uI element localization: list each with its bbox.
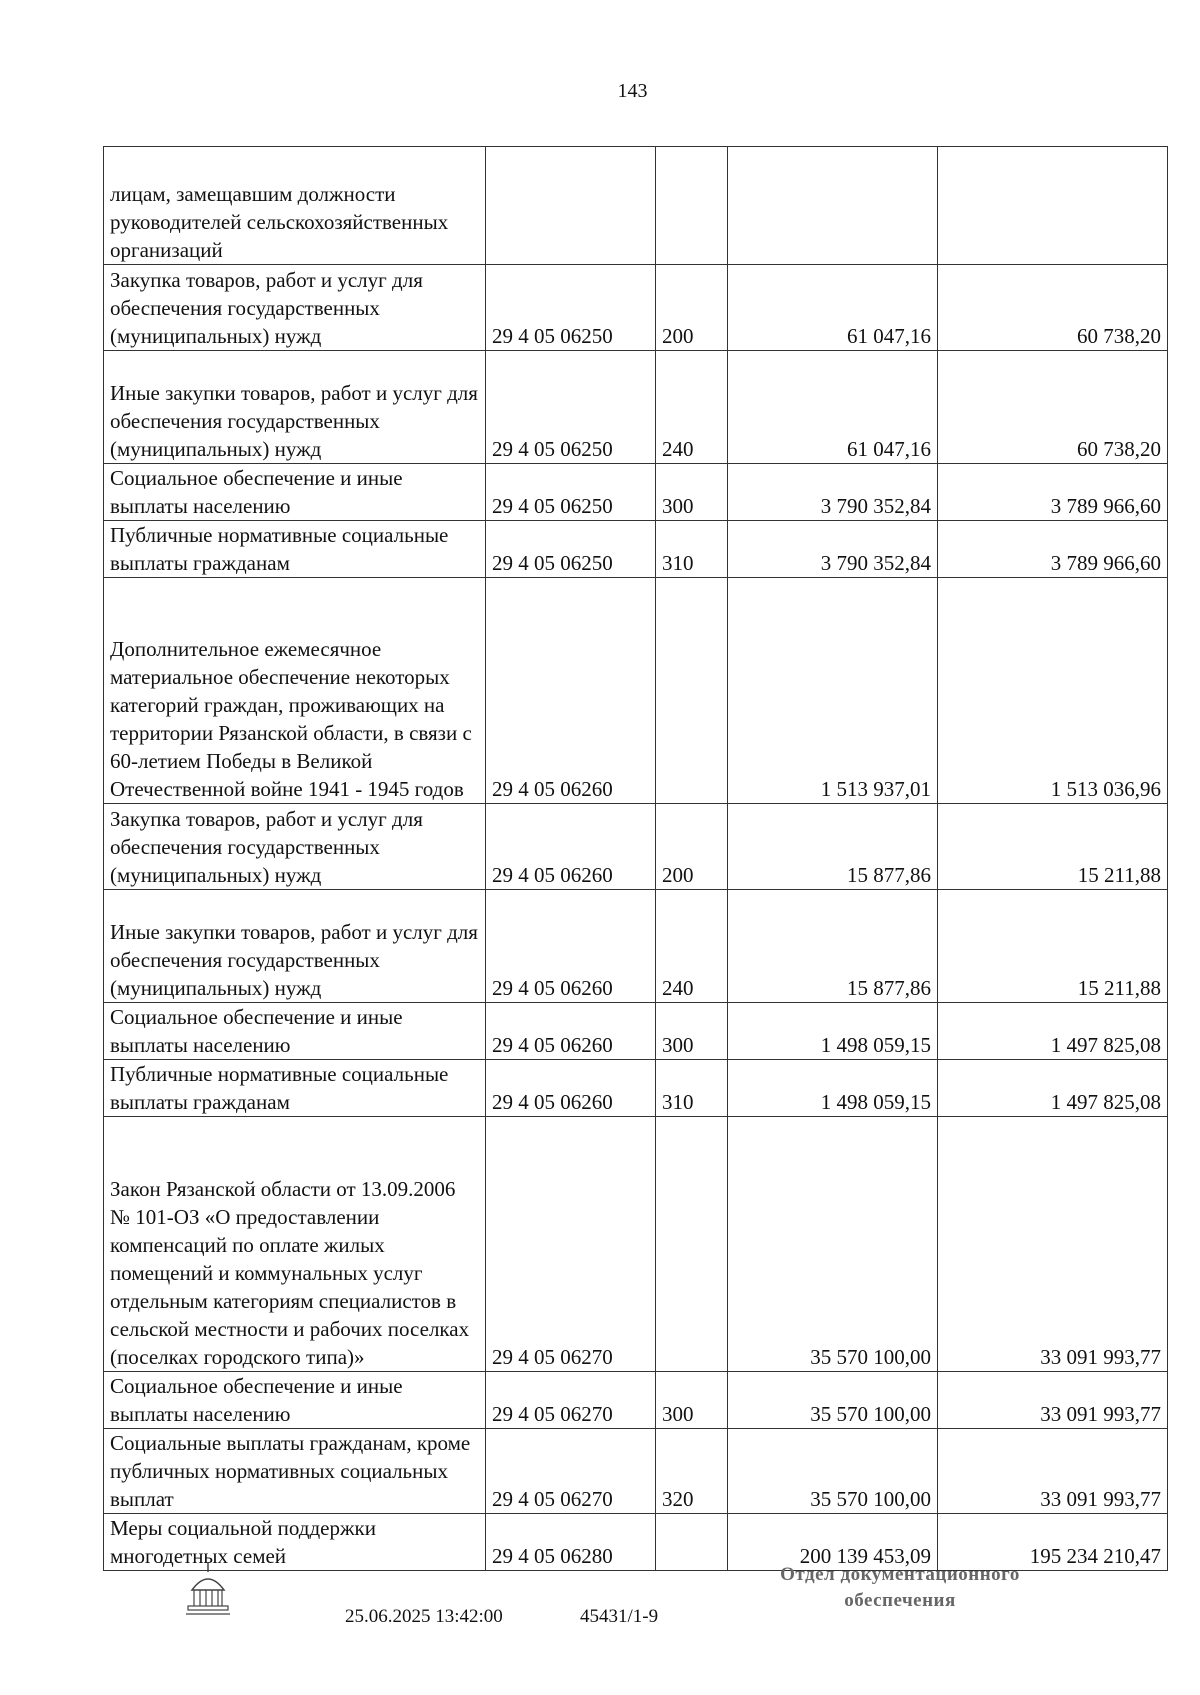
row-code-cell: 29 4 05 06260 xyxy=(486,804,656,890)
row-amount-executed-cell xyxy=(938,147,1168,265)
page-number: 143 xyxy=(617,80,648,102)
row-name-cell: Закупка товаров, работ и услуг для обеспечения государственных (муниципальных) нужд xyxy=(104,804,486,890)
row-amount-approved-cell: 61 047,16 xyxy=(728,265,938,351)
row-expense-type-cell: 300 xyxy=(656,1372,728,1429)
row-name-cell: Меры социальной поддержки многодетных семей xyxy=(104,1514,486,1571)
row-expense-type-cell: 310 xyxy=(656,1060,728,1117)
table-row xyxy=(104,804,1168,890)
row-name-cell: Дополнительное ежемесячное материальное обеспечение некоторых категорий граждан, проживающих на территории Рязанской области, в связи с 60-летием Победы в Великой Отечественной войне 1941 - 1945 годов xyxy=(104,578,486,804)
table-row xyxy=(104,1117,1168,1372)
row-code-cell: 29 4 05 06260 xyxy=(486,1060,656,1117)
table-row xyxy=(104,147,1168,265)
row-expense-type-cell: 300 xyxy=(656,464,728,521)
row-amount-executed-cell: 33 091 993,77 xyxy=(938,1372,1168,1429)
row-amount-approved-cell: 1 498 059,15 xyxy=(728,1060,938,1117)
row-amount-executed-cell: 195 234 210,47 xyxy=(938,1514,1168,1571)
duma-logo-icon xyxy=(178,1560,238,1620)
row-amount-approved-cell: 1 498 059,15 xyxy=(728,1003,938,1060)
table-row xyxy=(104,1372,1168,1429)
row-code-cell: 29 4 05 06250 xyxy=(486,265,656,351)
table-row xyxy=(104,1429,1168,1514)
row-name-cell: Социальное обеспечение и иные выплаты населению xyxy=(104,1003,486,1060)
row-expense-type-cell xyxy=(656,1514,728,1571)
row-expense-type-cell xyxy=(656,1117,728,1372)
row-amount-executed-cell: 1 497 825,08 xyxy=(938,1060,1168,1117)
row-amount-executed-cell: 33 091 993,77 xyxy=(938,1117,1168,1372)
row-amount-executed-cell: 60 738,20 xyxy=(938,265,1168,351)
table-row xyxy=(104,1060,1168,1117)
row-amount-approved-cell: 1 513 937,01 xyxy=(728,578,938,804)
row-amount-executed-cell: 1 497 825,08 xyxy=(938,1003,1168,1060)
stamp-line-2: обеспечения xyxy=(844,1590,956,1611)
row-code-cell: 29 4 05 06250 xyxy=(486,351,656,464)
table-row xyxy=(104,265,1168,351)
row-expense-type-cell: 200 xyxy=(656,265,728,351)
row-amount-executed-cell: 3 789 966,60 xyxy=(938,464,1168,521)
row-name-cell: Социальное обеспечение и иные выплаты населению xyxy=(104,1372,486,1429)
row-expense-type-cell xyxy=(656,147,728,265)
row-expense-type-cell: 240 xyxy=(656,351,728,464)
row-name-cell: Иные закупки товаров, работ и услуг для обеспечения государственных (муниципальных) нужд xyxy=(104,351,486,464)
row-code-cell: 29 4 05 06260 xyxy=(486,1003,656,1060)
row-amount-approved-cell: 35 570 100,00 xyxy=(728,1429,938,1514)
row-amount-executed-cell: 1 513 036,96 xyxy=(938,578,1168,804)
row-amount-approved-cell: 15 877,86 xyxy=(728,804,938,890)
row-expense-type-cell: 320 xyxy=(656,1429,728,1514)
row-code-cell: 29 4 05 06260 xyxy=(486,890,656,1003)
row-name-cell: Закон Рязанской области от 13.09.2006 № 101-ОЗ «О предоставлении компенсаций по оплате жилых помещений и коммунальных услуг отдельным категориям специалистов в сельской местности и рабочих поселках (поселках городского типа)» xyxy=(104,1117,486,1372)
row-amount-executed-cell: 3 789 966,60 xyxy=(938,521,1168,578)
department-stamp xyxy=(735,1562,1065,1614)
row-code-cell xyxy=(486,147,656,265)
row-code-cell: 29 4 05 06270 xyxy=(486,1429,656,1514)
row-amount-approved-cell: 35 570 100,00 xyxy=(728,1117,938,1372)
row-amount-approved-cell: 15 877,86 xyxy=(728,890,938,1003)
row-expense-type-cell xyxy=(656,578,728,804)
row-name-cell: Закупка товаров, работ и услуг для обеспечения государственных (муниципальных) нужд xyxy=(104,265,486,351)
table-row xyxy=(104,464,1168,521)
row-amount-approved-cell xyxy=(728,147,938,265)
row-name-cell: Социальные выплаты гражданам, кроме публичных нормативных социальных выплат xyxy=(104,1429,486,1514)
row-expense-type-cell: 310 xyxy=(656,521,728,578)
row-expense-type-cell: 200 xyxy=(656,804,728,890)
row-code-cell: 29 4 05 06270 xyxy=(486,1117,656,1372)
row-amount-approved-cell: 3 790 352,84 xyxy=(728,521,938,578)
row-code-cell: 29 4 05 06250 xyxy=(486,521,656,578)
row-expense-type-cell: 240 xyxy=(656,890,728,1003)
row-code-cell: 29 4 05 06270 xyxy=(486,1372,656,1429)
row-code-cell: 29 4 05 06280 xyxy=(486,1514,656,1571)
row-amount-executed-cell: 15 211,88 xyxy=(938,890,1168,1003)
row-name-cell: Социальное обеспечение и иные выплаты населению xyxy=(104,464,486,521)
row-code-cell: 29 4 05 06260 xyxy=(486,578,656,804)
row-amount-approved-cell: 200 139 453,09 xyxy=(728,1514,938,1571)
row-amount-executed-cell: 15 211,88 xyxy=(938,804,1168,890)
row-name-cell: лицам, замещавшим должности руководителей сельскохозяйственных организаций xyxy=(104,147,486,265)
footer-datetime: 25.06.2025 13:42:00 xyxy=(345,1606,503,1627)
row-amount-approved-cell: 3 790 352,84 xyxy=(728,464,938,521)
row-code-cell: 29 4 05 06250 xyxy=(486,464,656,521)
row-amount-approved-cell: 35 570 100,00 xyxy=(728,1372,938,1429)
budget-table xyxy=(103,146,1168,1571)
table-row xyxy=(104,521,1168,578)
row-amount-approved-cell: 61 047,16 xyxy=(728,351,938,464)
row-name-cell: Иные закупки товаров, работ и услуг для обеспечения государственных (муниципальных) нужд xyxy=(104,890,486,1003)
row-name-cell: Публичные нормативные социальные выплаты гражданам xyxy=(104,1060,486,1117)
row-expense-type-cell: 300 xyxy=(656,1003,728,1060)
table-body xyxy=(104,147,1168,1571)
table-row xyxy=(104,890,1168,1003)
row-amount-executed-cell: 33 091 993,77 xyxy=(938,1429,1168,1514)
table-row xyxy=(104,1003,1168,1060)
stamp-line-1: Отдел документационного xyxy=(780,1564,1020,1585)
row-amount-executed-cell: 60 738,20 xyxy=(938,351,1168,464)
footer-doc-number: 45431/1-9 xyxy=(580,1606,659,1627)
table-row xyxy=(104,578,1168,804)
row-name-cell: Публичные нормативные социальные выплаты гражданам xyxy=(104,521,486,578)
table-row xyxy=(104,351,1168,464)
